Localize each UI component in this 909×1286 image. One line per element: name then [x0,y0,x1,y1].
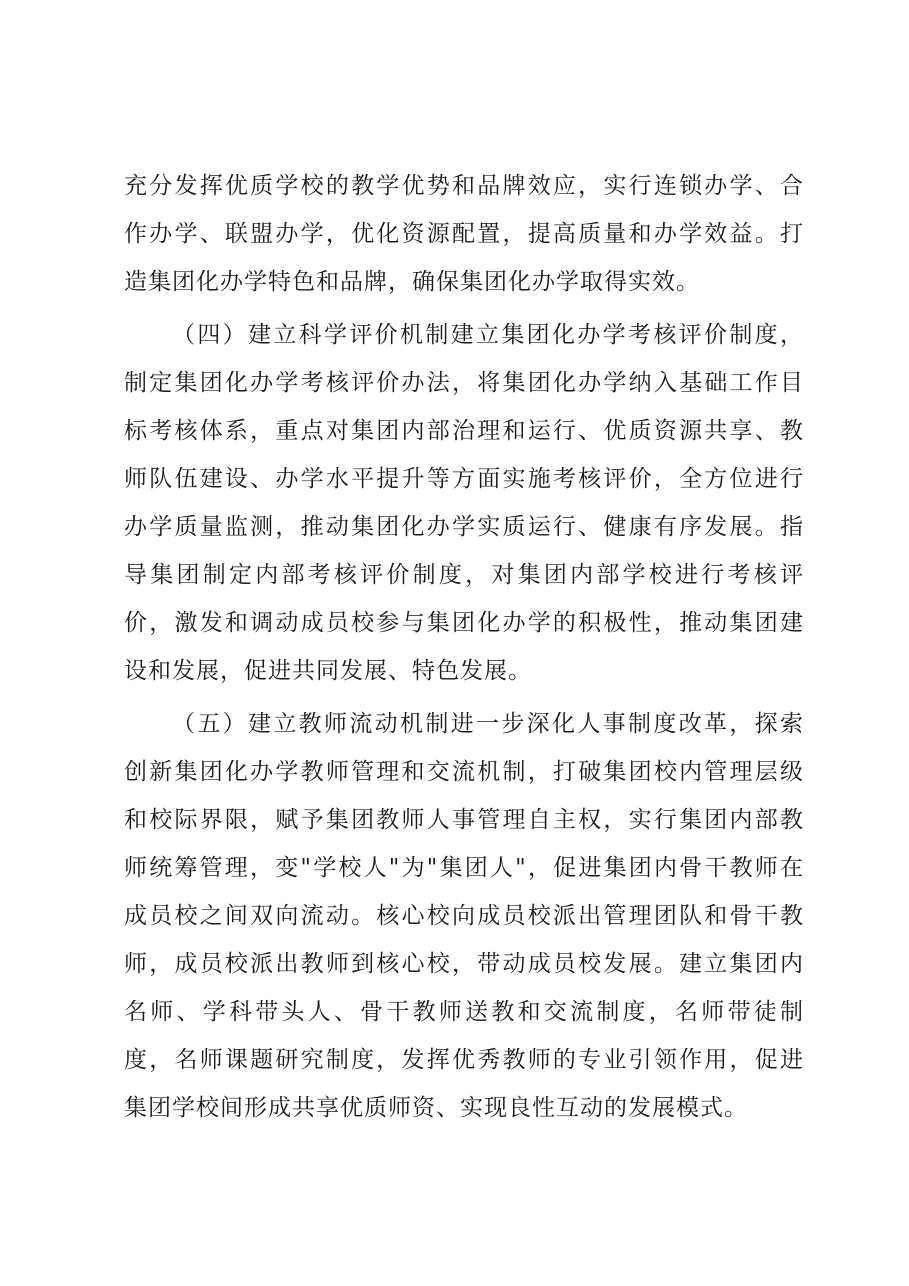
paragraph-2-line-6: 导集团制定内部考核评价制度，对集团内部学校进行考核评 [124,562,804,588]
paragraph-2-line-4: 师队伍建设、办学水平提升等方面实施考核评价，全方位进行 [124,466,804,492]
paragraph-3-line-8: 度，名师课题研究制度，发挥优秀教师的专业引领作用，促进 [124,1047,804,1073]
paragraph-3-line-7: 名师、学科带头人、骨干教师送教和交流制度，名师带徒制 [124,999,804,1025]
paragraph-2-line-3: 标考核体系，重点对集团内部治理和运行、优质资源共享、教 [124,418,804,444]
paragraph-3-line-3: 和校际界限，赋予集团教师人事管理自主权，实行集团内部教 [124,807,804,833]
paragraph-2-line-7: 价，激发和调动成员校参与集团化办学的积极性，推动集团建 [124,610,804,636]
paragraph-2-line-1: （四）建立科学评价机制建立集团化办学考核评价制度， [172,322,804,348]
paragraph-3-line-9: 集团学校间形成共享优质师资、实现良性互动的发展模式。 [124,1095,748,1121]
paragraph-3-line-4: 师统筹管理，变"学校人"为"集团人"，促进集团内骨干教师在 [124,855,804,881]
paragraph-3-line-2: 创新集团化办学教师管理和交流机制，打破集团校内管理层级 [124,759,804,785]
paragraph-2-line-5: 办学质量监测，推动集团化办学实质运行、健康有序发展。指 [124,514,804,540]
paragraph-2-line-8: 设和发展，促进共同发展、特色发展。 [124,658,532,684]
paragraph-3-line-5: 成员校之间双向流动。核心校向成员校派出管理团队和骨干教 [124,903,804,929]
paragraph-1-line-1: 充分发挥优质学校的教学优势和品牌效应，实行连锁办学、合 [124,173,804,199]
paragraph-1-line-3: 造集团化办学特色和品牌，确保集团化办学取得实效。 [124,269,700,295]
paragraph-3-line-6: 师，成员校派出教师到核心校，带动成员校发展。建立集团内 [124,951,804,977]
paragraph-1-line-2: 作办学、联盟办学，优化资源配置，提高质量和办学效益。打 [124,221,804,247]
paragraph-3-line-1: （五）建立教师流动机制进一步深化人事制度改革，探索 [172,711,804,737]
paragraph-2-line-2: 制定集团化办学考核评价办法，将集团化办学纳入基础工作目 [124,370,804,396]
